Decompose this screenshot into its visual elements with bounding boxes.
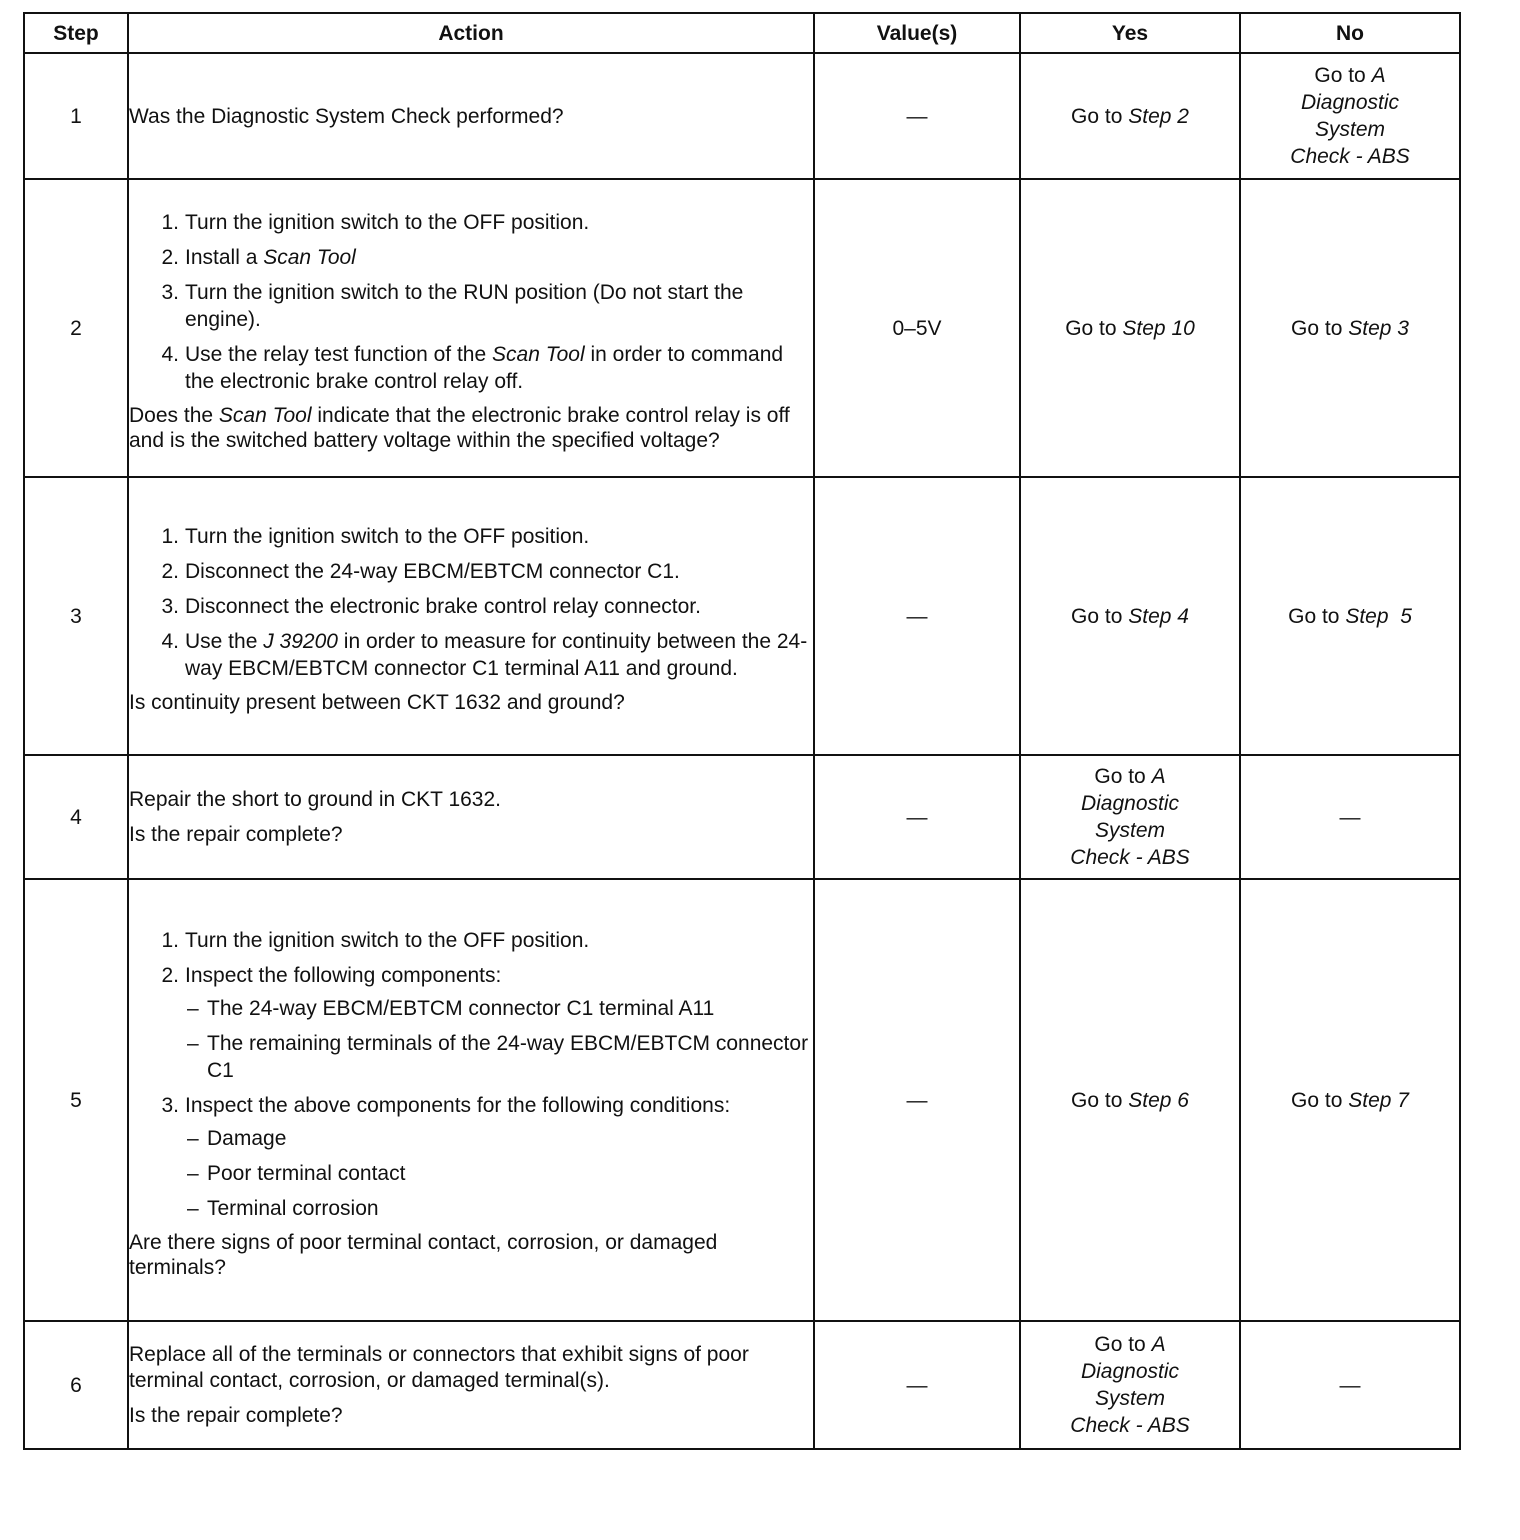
header-row bbox=[24, 13, 1460, 53]
step-number: 3 bbox=[24, 477, 128, 755]
yes-target: Step 2 bbox=[1128, 104, 1189, 128]
header-no: No bbox=[1240, 13, 1460, 53]
list-item: 3. Inspect the above components for the following conditions: – Damage – Poor terminal contact – Terminal corrosion bbox=[129, 1092, 813, 1222]
yes-line-2: Diagnostic bbox=[1080, 1360, 1180, 1383]
list-item: 1. Turn the ignition switch to the OFF position. bbox=[161, 928, 590, 952]
question-text: Is continuity present between CKT 1632 and ground? bbox=[129, 691, 625, 714]
list-item: 2. Disconnect the 24-way EBCM/EBTCM connector C1. bbox=[161, 560, 680, 583]
yes-line-4: Check - ABS bbox=[1070, 1414, 1190, 1437]
action-steps bbox=[129, 523, 813, 682]
yes-target: Step 4 bbox=[1128, 604, 1189, 628]
list-item: – Terminal corrosion bbox=[187, 1196, 379, 1220]
yes-line-1: Go to A bbox=[1094, 765, 1166, 788]
yes-line-2: Diagnostic bbox=[1080, 792, 1180, 815]
yes-line-1: Go to A bbox=[1094, 1333, 1166, 1356]
question-text: Does the Scan Tool indicate that the electronic brake control relay is off and is the switched battery voltage within the specified voltage? bbox=[129, 404, 790, 452]
step-number: 5 bbox=[24, 879, 128, 1321]
list-item: 3. Disconnect the electronic brake control relay connector. bbox=[161, 595, 701, 618]
list-item: – Poor terminal contact bbox=[187, 1161, 406, 1185]
value-cell: — bbox=[814, 477, 1020, 755]
header-yes: Yes bbox=[1020, 13, 1240, 53]
no-line-3: System bbox=[1314, 118, 1385, 141]
table-row bbox=[24, 1321, 1460, 1449]
diagnostic-table bbox=[23, 12, 1461, 1450]
action-cell bbox=[128, 879, 814, 1321]
list-item: – The remaining terminals of the 24-way EBCM/EBTCM connector C1 bbox=[187, 1031, 809, 1082]
yes-target: Step 6 bbox=[1128, 1088, 1189, 1112]
list-item: 1. Turn the ignition switch to the OFF position. bbox=[161, 211, 590, 234]
component-list bbox=[185, 995, 813, 1084]
yes-cell: Go to Step 6 bbox=[1020, 879, 1240, 1321]
value-cell: — bbox=[814, 755, 1020, 879]
table-row bbox=[24, 477, 1460, 755]
no-cell: — bbox=[1240, 1321, 1460, 1449]
question-text: Is the repair complete? bbox=[129, 1403, 343, 1427]
list-item: 4. Use the J 39200 in order to measure for continuity between the 24-way EBCM/EBTCM connector C1 terminal A11 and ground. bbox=[161, 630, 808, 680]
table-row bbox=[24, 53, 1460, 179]
header-value: Value(s) bbox=[814, 13, 1020, 53]
table-row bbox=[24, 879, 1460, 1321]
header-step: Step bbox=[24, 13, 128, 53]
action-cell bbox=[128, 179, 814, 477]
list-item: 2. Inspect the following components: – The 24-way EBCM/EBTCM connector C1 terminal A11 – The remaining terminals of the 24-way EBCM/EBTCM connector C1 bbox=[129, 962, 813, 1084]
table-row bbox=[24, 179, 1460, 477]
list-item: 3. Turn the ignition switch to the RUN position (Do not start the engine). bbox=[161, 281, 744, 331]
question-text: Is the repair complete? bbox=[129, 823, 343, 846]
question-text: Are there signs of poor terminal contact, corrosion, or damaged terminals? bbox=[129, 1230, 718, 1279]
question-text: Was the Diagnostic System Check performed? bbox=[129, 104, 564, 128]
no-target: Step 3 bbox=[1348, 316, 1409, 340]
action-steps bbox=[129, 209, 813, 395]
value-cell: 0–5V bbox=[814, 179, 1020, 477]
go-to-label: Go to bbox=[1071, 104, 1123, 128]
step-number: 6 bbox=[24, 1321, 128, 1449]
yes-cell: Go to Step 4 bbox=[1020, 477, 1240, 755]
list-item: 4. Use the relay test function of the Scan Tool in order to command the electronic brake control relay off. bbox=[161, 343, 784, 393]
value-cell: — bbox=[814, 879, 1020, 1321]
no-cell: — bbox=[1240, 755, 1460, 879]
no-target: Step 5 bbox=[1345, 604, 1412, 628]
step-number: 4 bbox=[24, 755, 128, 879]
yes-cell: Go to Step 10 bbox=[1020, 179, 1240, 477]
yes-line-3: System bbox=[1094, 819, 1165, 842]
step-number: 2 bbox=[24, 179, 128, 477]
action-cell bbox=[128, 477, 814, 755]
yes-cell bbox=[1020, 53, 1240, 179]
yes-target: Step 10 bbox=[1122, 316, 1195, 340]
action-cell bbox=[128, 755, 814, 879]
action-text: Repair the short to ground in CKT 1632. bbox=[129, 788, 502, 811]
no-target: Step 7 bbox=[1348, 1088, 1409, 1112]
step-number: 1 bbox=[24, 53, 128, 179]
list-item: 1. Turn the ignition switch to the OFF position. bbox=[161, 525, 590, 548]
condition-list bbox=[185, 1125, 813, 1222]
yes-line-3: System bbox=[1094, 1387, 1165, 1410]
action-text: Replace all of the terminals or connectors that exhibit signs of poor terminal contact, corrosion, or damaged terminal(s). bbox=[129, 1342, 749, 1392]
header-action: Action bbox=[128, 13, 814, 53]
value-cell: — bbox=[814, 1321, 1020, 1449]
list-item: 2. Install a Scan Tool bbox=[161, 246, 356, 269]
no-line-4: Check - ABS bbox=[1290, 145, 1410, 168]
no-line-1: Go to A bbox=[1314, 64, 1386, 87]
table-row bbox=[24, 755, 1460, 879]
no-cell bbox=[1240, 53, 1460, 179]
yes-cell bbox=[1020, 1321, 1240, 1449]
value-cell: — bbox=[814, 53, 1020, 179]
no-cell: Go to Step 7 bbox=[1240, 879, 1460, 1321]
action-steps bbox=[129, 927, 813, 1222]
no-cell: Go to Step 5 bbox=[1240, 477, 1460, 755]
list-item: – Damage bbox=[187, 1126, 287, 1150]
no-cell: Go to Step 3 bbox=[1240, 179, 1460, 477]
list-item: – The 24-way EBCM/EBTCM connector C1 terminal A11 bbox=[187, 996, 715, 1020]
no-line-2: Diagnostic bbox=[1300, 91, 1400, 114]
action-cell bbox=[128, 53, 814, 179]
yes-cell bbox=[1020, 755, 1240, 879]
action-cell bbox=[128, 1321, 814, 1449]
yes-line-4: Check - ABS bbox=[1070, 846, 1190, 869]
